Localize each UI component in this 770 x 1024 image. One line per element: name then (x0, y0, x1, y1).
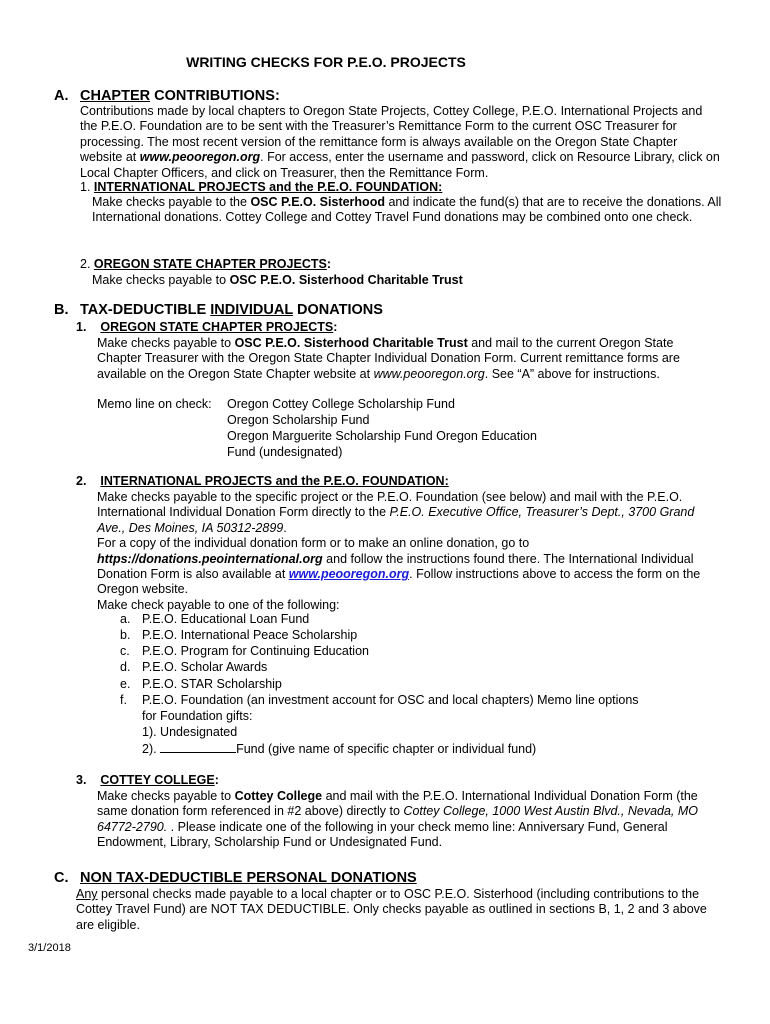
section-c-body: personal checks made payable to a local chapter or to OSC P.E.O. Sisterhood (including contributions to the Cottey Travel Fund) are NOT TAX DEDUCTIBLE. Only checks payable as outlined in sections B, 1, 2 and 3 above are eligible. (76, 887, 707, 932)
item-heading: COTTEY COLLEGE (100, 773, 215, 787)
section-a-text-2: . For access, enter the username and password, click on Resource Library, click on Local Chapter Officers, and click on Treasurer, then the Remittance Form. (80, 150, 720, 180)
fill-in-blank (160, 741, 236, 753)
item-text: and follow the instructions found there. The International Individual Donation Form is also available at (97, 551, 694, 582)
item-colon: : (326, 257, 331, 271)
section-a-paragraph (80, 104, 720, 181)
section-c-heading (54, 870, 417, 886)
section-b-heading-underlined: INDIVIDUAL (210, 302, 293, 318)
footer-date: 3/1/2018 (28, 942, 71, 954)
item-italic: Cottey College, 1000 West Austin Blvd., Nevada, MO 64772-2790. (97, 804, 699, 834)
sub-option-text: Fund (give name of specific chapter or individual fund) (236, 742, 537, 756)
page-title: WRITING CHECKS FOR P.E.O. PROJECTS (186, 54, 466, 70)
item-bold: Cottey College (234, 789, 323, 803)
section-b-item-2-text (97, 490, 709, 613)
item-bold: OSC P.E.O. Sisterhood Charitable Trust (234, 336, 468, 350)
item-text: For a copy of the individual donation form or to make an online donation, go to (97, 536, 530, 551)
item-text: and mail with the P.E.O. International Individual Donation Form (the same donation form referenced in #2 above) directly to (97, 789, 698, 819)
list-item (120, 612, 309, 626)
list-item (120, 660, 267, 674)
list-marker: a. (120, 612, 131, 626)
item-colon: : (333, 320, 338, 334)
item-number: 3. (76, 773, 87, 787)
section-a-item-2-text (92, 272, 463, 288)
list-item (120, 628, 357, 642)
item-heading: OREGON STATE CHAPTER PROJECTS (93, 257, 327, 271)
section-b-heading (54, 302, 383, 318)
item-number: 1. (76, 320, 87, 334)
item-bold: OSC P.E.O. Sisterhood (250, 195, 385, 209)
section-a-item-1-heading (80, 180, 442, 194)
section-a-letter: A. (54, 88, 69, 104)
item-heading: INTERNATIONAL PROJECTS and the P.E.O. FOUNDATION: (100, 474, 449, 488)
memo-line: Oregon Cottey College Scholarship Fund (227, 397, 455, 411)
item-number: 2. (80, 257, 91, 271)
section-a-website: www.peooregon.org (139, 150, 261, 165)
list-marker: d. (120, 660, 131, 674)
section-c-any: Any (76, 887, 98, 901)
item-text: . See “A” above for instructions. (484, 366, 660, 381)
section-c-heading-text: NON TAX-DEDUCTIBLE PERSONAL DONATIONS (80, 870, 417, 886)
section-a-item-1-text (92, 195, 722, 226)
section-a-heading (54, 88, 280, 104)
list-text: P.E.O. Scholar Awards (142, 660, 268, 674)
memo-line: Oregon Marguerite Scholarship Fund Oregon Education (227, 429, 537, 443)
section-b-heading-2: DONATIONS (292, 302, 383, 318)
section-b-item-3-heading (76, 773, 219, 787)
section-b-item-2-heading (76, 474, 449, 488)
list-text: P.E.O. STAR Scholarship (142, 677, 282, 691)
list-marker: e. (120, 677, 131, 691)
item-heading: OREGON STATE CHAPTER PROJECTS (100, 320, 334, 334)
list-text: P.E.O. Educational Loan Fund (142, 612, 310, 626)
section-b-letter: B. (54, 302, 69, 318)
item-text: Make checks payable to (97, 789, 235, 803)
item-text: . Follow instructions above to access the form on the Oregon website. (97, 567, 701, 597)
sub-option-marker: 2). (142, 742, 161, 756)
peooregon-link[interactable]: www.peooregon.org (288, 567, 410, 582)
item-bold: OSC P.E.O. Sisterhood Charitable Trust (229, 273, 463, 287)
item-text: . Please indicate one of the following in your check memo line: Anniversary Fund, General Endowment, Library, Scholarship Fund or Undesignated Fund. (97, 819, 668, 850)
memo-label: Memo line on check: (97, 397, 212, 411)
memo-line: Fund (undesignated) (227, 445, 343, 459)
section-b-item-1-heading (76, 320, 337, 334)
section-a-heading-rest: CONTRIBUTIONS: (150, 88, 280, 104)
list-marker: b. (120, 628, 131, 642)
memo-line: Oregon Scholarship Fund (227, 413, 370, 427)
list-text: P.E.O. Foundation (an investment account for OSC and local chapters) Memo line options (142, 693, 639, 707)
item-text: Make checks payable to the (92, 195, 251, 209)
section-c-letter: C. (54, 870, 69, 886)
item-italic: P.E.O. Executive Office, Treasurer’s Dept., 3700 Grand Ave., Des Moines, IA 50312-2899 (97, 505, 695, 535)
section-b-heading-1: TAX-DEDUCTIBLE (80, 302, 211, 318)
item-text: . (283, 520, 287, 535)
sub-option: 1). Undesignated (142, 725, 238, 739)
section-c-text (76, 887, 720, 933)
list-item (120, 677, 282, 691)
section-a-heading-underlined: CHAPTER (80, 88, 151, 104)
list-item (120, 644, 369, 658)
donations-url: https://donations.peointernational.org (97, 551, 323, 566)
item-heading: INTERNATIONAL PROJECTS and the P.E.O. FOUNDATION: (93, 180, 443, 194)
sub-option (142, 741, 536, 756)
list-item-continuation: for Foundation gifts: (142, 709, 253, 723)
item-text: Make checks payable to the specific project or the P.E.O. Foundation (see below) and mail with the P.E.O. International Individual Donation Form directly to the (97, 490, 683, 520)
item-number: 2. (76, 474, 87, 488)
section-a-text-1: Contributions made by local chapters to Oregon State Projects, Cottey College, P.E.O. International Projects and the P.E.O. Foundation are to be sent with the Treasurer’s Remittance Form to the current OSC Treasurer for processing. The most recent version of the remittance form is always available on the Oregon State Chapter website at (80, 104, 703, 165)
list-text: P.E.O. International Peace Scholarship (142, 628, 358, 642)
item-text: Make checks payable to (92, 273, 230, 287)
list-marker: c. (120, 644, 130, 658)
list-marker: f. (120, 693, 127, 707)
list-text: P.E.O. Program for Continuing Education (142, 644, 369, 658)
section-b-item-3-text (97, 789, 709, 851)
section-a-item-2-heading (80, 257, 331, 271)
section-b-item-1-text (97, 336, 695, 382)
item-number: 1. (80, 180, 91, 194)
item-italic: www.peooregon.org (373, 366, 485, 381)
item-text: Make check payable to one of the following: (97, 597, 340, 612)
list-item (120, 693, 639, 707)
item-text: Make checks payable to (97, 336, 235, 350)
item-text: and indicate the fund(s) that are to receive the donations. All International donations. Cottey College and Cottey Travel Fund donations may be combined onto one check. (92, 195, 722, 225)
item-colon: : (214, 773, 219, 787)
item-text: and mail to the current Oregon State Chapter Treasurer with the Oregon State Chapter Individual Donation Form. Current remittance forms are available on the Oregon State Chapter website at (97, 336, 680, 381)
